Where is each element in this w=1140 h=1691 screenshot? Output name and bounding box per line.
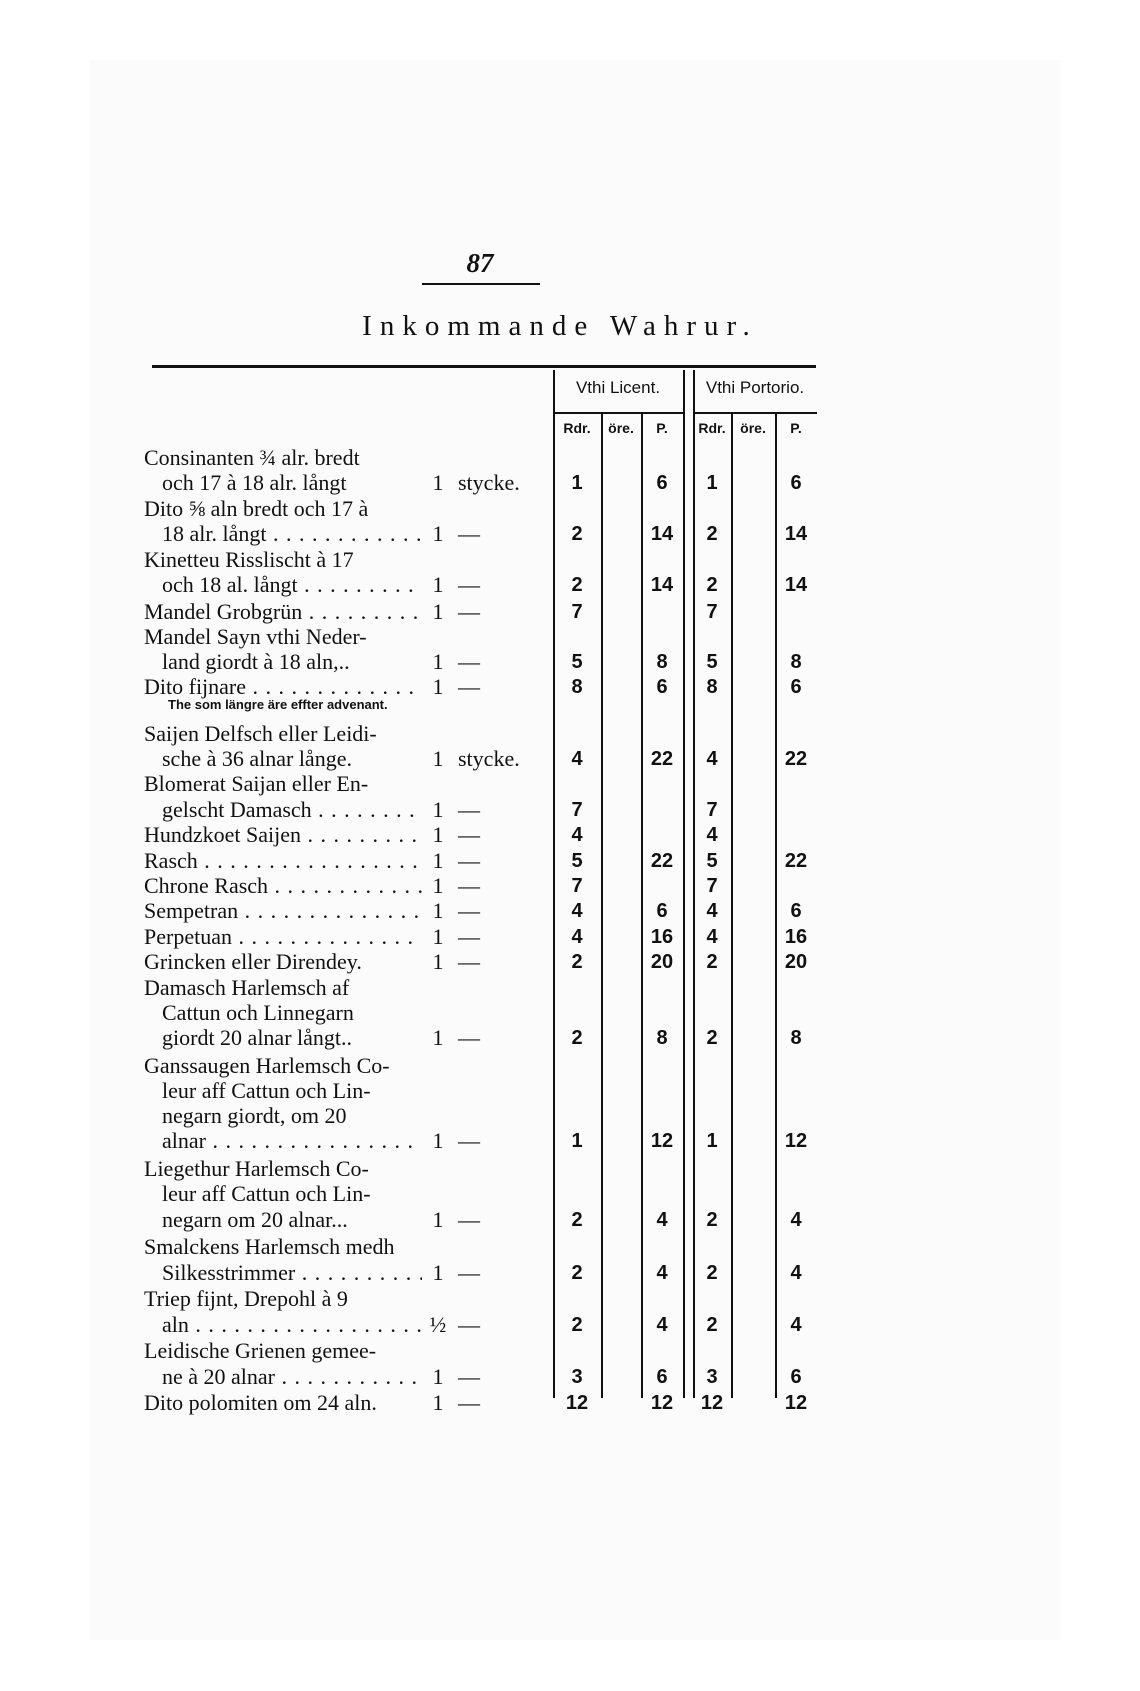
- licent-p-value: 4: [656, 1209, 668, 1231]
- portorio-rdr-value: 7: [706, 799, 718, 821]
- list-item: [0, 746, 1140, 772]
- item-unit: —: [458, 873, 480, 898]
- portorio-rdr-value: 5: [706, 850, 718, 872]
- item-quantity: 1: [432, 822, 444, 847]
- item-description: Triep fijnt, Drepohl à 9: [144, 1286, 348, 1311]
- licent-rdr-value: 2: [571, 951, 583, 973]
- portorio-rdr-value: 2: [706, 1027, 718, 1049]
- item-description: land giordt à 18 aln,..: [162, 649, 350, 674]
- item-quantity: 1: [432, 746, 444, 771]
- list-item: [0, 624, 1140, 650]
- licent-rdr-value: 1: [571, 472, 583, 494]
- portorio-p-value: 8: [790, 1027, 802, 1049]
- portorio-rdr-value: 4: [706, 900, 718, 922]
- item-description: 18 alr. långt . . .: [162, 521, 422, 547]
- licent-p-value: 14: [650, 523, 674, 545]
- licent-rdr-value: 2: [571, 574, 583, 596]
- item-unit: —: [458, 521, 480, 546]
- item-unit: —: [458, 1364, 480, 1389]
- licent-ore-header: öre.: [608, 420, 634, 436]
- list-item: [0, 771, 1140, 797]
- portorio-p-value: 20: [784, 951, 808, 973]
- item-quantity: 1: [432, 1128, 444, 1153]
- licent-rdr-value: 5: [571, 651, 583, 673]
- licent-rdr-value: 3: [571, 1366, 583, 1388]
- item-unit: —: [458, 848, 480, 873]
- item-description: Kinetteu Risslischt à 17: [144, 547, 354, 572]
- list-item: [0, 721, 1140, 747]
- licent-rdr-value: 1: [571, 1130, 583, 1152]
- portorio-rdr-value: 2: [706, 1262, 718, 1284]
- portorio-p-value: 12: [784, 1392, 808, 1414]
- list-item: [0, 1181, 1140, 1207]
- list-item: [0, 470, 1140, 496]
- item-quantity: 1: [432, 674, 444, 699]
- licent-p-value: 6: [656, 472, 668, 494]
- item-unit: —: [458, 1312, 480, 1337]
- portorio-rdr-value: 2: [706, 1209, 718, 1231]
- list-item: [0, 1078, 1140, 1104]
- item-description: negarn giordt, om 20: [162, 1103, 347, 1128]
- portorio-rdr-value: 2: [706, 574, 718, 596]
- list-item: [0, 1207, 1140, 1233]
- portorio-p-value: 22: [784, 850, 808, 872]
- item-quantity: 1: [432, 898, 444, 923]
- item-quantity: 1: [432, 649, 444, 674]
- list-item: [0, 1053, 1140, 1079]
- licent-p-value: 14: [650, 574, 674, 596]
- item-description: negarn om 20 alnar...: [162, 1207, 348, 1232]
- item-unit: —: [458, 649, 480, 674]
- portorio-p-value: 4: [790, 1209, 802, 1231]
- portorio-p-value: 14: [784, 523, 808, 545]
- item-unit: —: [458, 1025, 480, 1050]
- item-description: Sempetran . . .: [144, 898, 422, 924]
- portorio-p-value: 12: [784, 1130, 808, 1152]
- list-item: [0, 1260, 1140, 1286]
- licent-rdr-header: Rdr.: [563, 420, 591, 436]
- item-description: Consinanten ¾ alr. bredt: [144, 445, 360, 470]
- licent-p-value: 22: [650, 748, 674, 770]
- portorio-p-value: 22: [784, 748, 808, 770]
- item-description: Dito polomiten om 24 aln.: [144, 1390, 377, 1415]
- list-item: [0, 649, 1140, 675]
- item-description: Hundzkoet Saijen . . .: [144, 822, 422, 848]
- item-description: Chrone Rasch . . .: [144, 873, 422, 899]
- list-item: [0, 599, 1140, 625]
- item-quantity: 1: [432, 470, 444, 495]
- item-quantity: 1: [432, 1364, 444, 1389]
- licent-p-value: 6: [656, 900, 668, 922]
- licent-rdr-value: 5: [571, 850, 583, 872]
- item-description: leur aff Cattun och Lin-: [162, 1078, 371, 1103]
- portorio-rdr-value: 12: [700, 1392, 724, 1414]
- licent-p-value: 8: [656, 651, 668, 673]
- item-description: Dito fijnare . . .: [144, 674, 422, 700]
- licent-p-value: 6: [656, 1366, 668, 1388]
- list-item: [0, 547, 1140, 573]
- item-description: alnar . . .: [162, 1128, 422, 1154]
- item-quantity: 1: [432, 1207, 444, 1232]
- licent-rdr-value: 4: [571, 824, 583, 846]
- item-description: Cattun och Linnegarn: [162, 1000, 354, 1025]
- item-quantity: ½: [429, 1312, 447, 1337]
- list-item: [0, 924, 1140, 950]
- licent-rdr-value: 4: [571, 900, 583, 922]
- item-unit: —: [458, 949, 480, 974]
- list-item: [0, 848, 1140, 874]
- table-top-rule: [152, 365, 816, 368]
- licent-rdr-value: 4: [571, 748, 583, 770]
- item-unit: —: [458, 822, 480, 847]
- list-item: [0, 1156, 1140, 1182]
- licent-rdr-value: 2: [571, 1209, 583, 1231]
- list-item: [0, 873, 1140, 899]
- item-description: Rasch . . .: [144, 848, 422, 874]
- list-item: [0, 1390, 1140, 1416]
- list-item: [0, 572, 1140, 598]
- item-description: aln . . .: [162, 1312, 422, 1338]
- list-item: [0, 1025, 1140, 1051]
- list-item: [0, 1000, 1140, 1026]
- item-description: Grincken eller Direndey.: [144, 949, 362, 974]
- portorio-rdr-value: 3: [706, 1366, 718, 1388]
- portorio-header-rule: [693, 412, 817, 414]
- item-description: Liegethur Harlemsch Co-: [144, 1156, 369, 1181]
- item-unit: —: [458, 898, 480, 923]
- portorio-p-value: 6: [790, 472, 802, 494]
- licent-rdr-value: 7: [571, 875, 583, 897]
- item-description: Perpetuan . . .: [144, 924, 422, 950]
- list-item: [0, 1338, 1140, 1364]
- item-description: ne à 20 alnar . . .: [162, 1364, 422, 1390]
- item-unit: stycke.: [458, 470, 520, 495]
- item-quantity: 1: [432, 924, 444, 949]
- list-item: [0, 1103, 1140, 1129]
- item-description: Smalckens Harlemsch medh: [144, 1234, 395, 1259]
- licent-rdr-value: 8: [571, 676, 583, 698]
- portorio-rdr-value: 7: [706, 875, 718, 897]
- licent-p-value: 4: [656, 1262, 668, 1284]
- portorio-p-value: 6: [790, 900, 802, 922]
- portorio-p-value: 6: [790, 1366, 802, 1388]
- item-quantity: 1: [432, 599, 444, 624]
- portorio-p-value: 4: [790, 1314, 802, 1336]
- item-quantity: 1: [432, 949, 444, 974]
- portorio-column-title: Vthi Portorio.: [705, 378, 805, 397]
- item-quantity: 1: [432, 848, 444, 873]
- list-item: [0, 445, 1140, 471]
- portorio-rdr-value: 4: [706, 926, 718, 948]
- list-item: [0, 496, 1140, 522]
- item-quantity: 1: [432, 1260, 444, 1285]
- licent-rdr-value: 2: [571, 1262, 583, 1284]
- licent-p-value: 20: [650, 951, 674, 973]
- item-unit: —: [458, 1390, 480, 1415]
- list-item: [0, 1312, 1140, 1338]
- item-quantity: 1: [432, 797, 444, 822]
- licent-header-rule: [553, 412, 683, 414]
- portorio-rdr-value: 2: [706, 1314, 718, 1336]
- item-quantity: 1: [432, 572, 444, 597]
- list-item: [0, 949, 1140, 975]
- page-number-rule: [422, 283, 540, 285]
- licent-rdr-value: 7: [571, 601, 583, 623]
- item-quantity: 1: [432, 873, 444, 898]
- item-description: Blomerat Saijan eller En-: [144, 771, 369, 796]
- list-item: [0, 1234, 1140, 1260]
- item-description: Saijen Delfsch eller Leidi-: [144, 721, 377, 746]
- item-description: Mandel Grobgrün . . .: [144, 599, 422, 625]
- note-text: The som längre äre effter advenant.: [168, 697, 388, 712]
- portorio-p-value: 6: [790, 676, 802, 698]
- list-item: [0, 797, 1140, 823]
- portorio-rdr-value: 2: [706, 951, 718, 973]
- list-item: [0, 1128, 1140, 1154]
- item-description: Leidische Grienen gemee-: [144, 1338, 377, 1363]
- portorio-p-value: 4: [790, 1262, 802, 1284]
- licent-rdr-value: 2: [571, 1027, 583, 1049]
- portorio-rdr-value: 2: [706, 523, 718, 545]
- item-quantity: 1: [432, 1390, 444, 1415]
- licent-rdr-value: 7: [571, 799, 583, 821]
- item-unit: —: [458, 924, 480, 949]
- licent-p-value: 12: [650, 1392, 674, 1414]
- item-description: sche à 36 alnar långe.: [162, 746, 352, 771]
- item-unit: —: [458, 599, 480, 624]
- portorio-p-value: 16: [784, 926, 808, 948]
- list-item: [0, 822, 1140, 848]
- portorio-rdr-value: 1: [706, 472, 718, 494]
- portorio-rdr-value: 8: [706, 676, 718, 698]
- portorio-rdr-value: 7: [706, 601, 718, 623]
- item-description: gelscht Damasch . . .: [162, 797, 422, 823]
- item-unit: —: [458, 572, 480, 597]
- licent-rdr-value: 2: [571, 523, 583, 545]
- licent-rdr-value: 12: [565, 1392, 589, 1414]
- licent-rdr-value: 4: [571, 926, 583, 948]
- item-description: Dito ⅝ aln bredt och 17 à: [144, 496, 369, 521]
- portorio-p-header: P.: [790, 420, 802, 436]
- portorio-rdr-value: 1: [706, 1130, 718, 1152]
- list-item: [0, 521, 1140, 547]
- licent-rdr-value: 2: [571, 1314, 583, 1336]
- item-description: leur aff Cattun och Lin-: [162, 1181, 371, 1206]
- list-item: [0, 975, 1140, 1001]
- portorio-ore-header: öre.: [740, 420, 766, 436]
- licent-p-value: 8: [656, 1027, 668, 1049]
- page-number: 87: [466, 248, 494, 278]
- item-unit: —: [458, 674, 480, 699]
- list-item: [0, 1364, 1140, 1390]
- licent-p-value: 6: [656, 676, 668, 698]
- licent-p-value: 12: [650, 1130, 674, 1152]
- item-quantity: 1: [432, 521, 444, 546]
- item-unit: —: [458, 1260, 480, 1285]
- list-item: [0, 674, 1140, 700]
- item-unit: stycke.: [458, 746, 520, 771]
- item-description: Damasch Harlemsch af: [144, 975, 350, 1000]
- item-description: Ganssaugen Harlemsch Co-: [144, 1053, 390, 1078]
- item-unit: —: [458, 1128, 480, 1153]
- page-title: Inkommande Wahrur.: [362, 310, 758, 342]
- item-unit: —: [458, 1207, 480, 1232]
- item-description: giordt 20 alnar långt..: [162, 1025, 353, 1050]
- item-description: Mandel Sayn vthi Neder-: [144, 624, 367, 649]
- licent-p-value: 4: [656, 1314, 668, 1336]
- portorio-rdr-header: Rdr.: [698, 420, 726, 436]
- licent-p-value: 22: [650, 850, 674, 872]
- item-quantity: 1: [432, 1025, 444, 1050]
- portorio-rdr-value: 5: [706, 651, 718, 673]
- list-item: [0, 1286, 1140, 1312]
- licent-p-value: 16: [650, 926, 674, 948]
- item-description: och 17 à 18 alr. långt: [162, 470, 347, 495]
- item-description: Silkesstrimmer . . .: [162, 1260, 422, 1286]
- portorio-p-value: 14: [784, 574, 808, 596]
- item-description: och 18 al. långt . . .: [162, 572, 422, 598]
- licent-column-title: Vthi Licent.: [575, 378, 661, 397]
- portorio-p-value: 8: [790, 651, 802, 673]
- portorio-rdr-value: 4: [706, 824, 718, 846]
- item-unit: —: [458, 797, 480, 822]
- portorio-rdr-value: 4: [706, 748, 718, 770]
- licent-p-header: P.: [656, 420, 668, 436]
- list-item: [0, 898, 1140, 924]
